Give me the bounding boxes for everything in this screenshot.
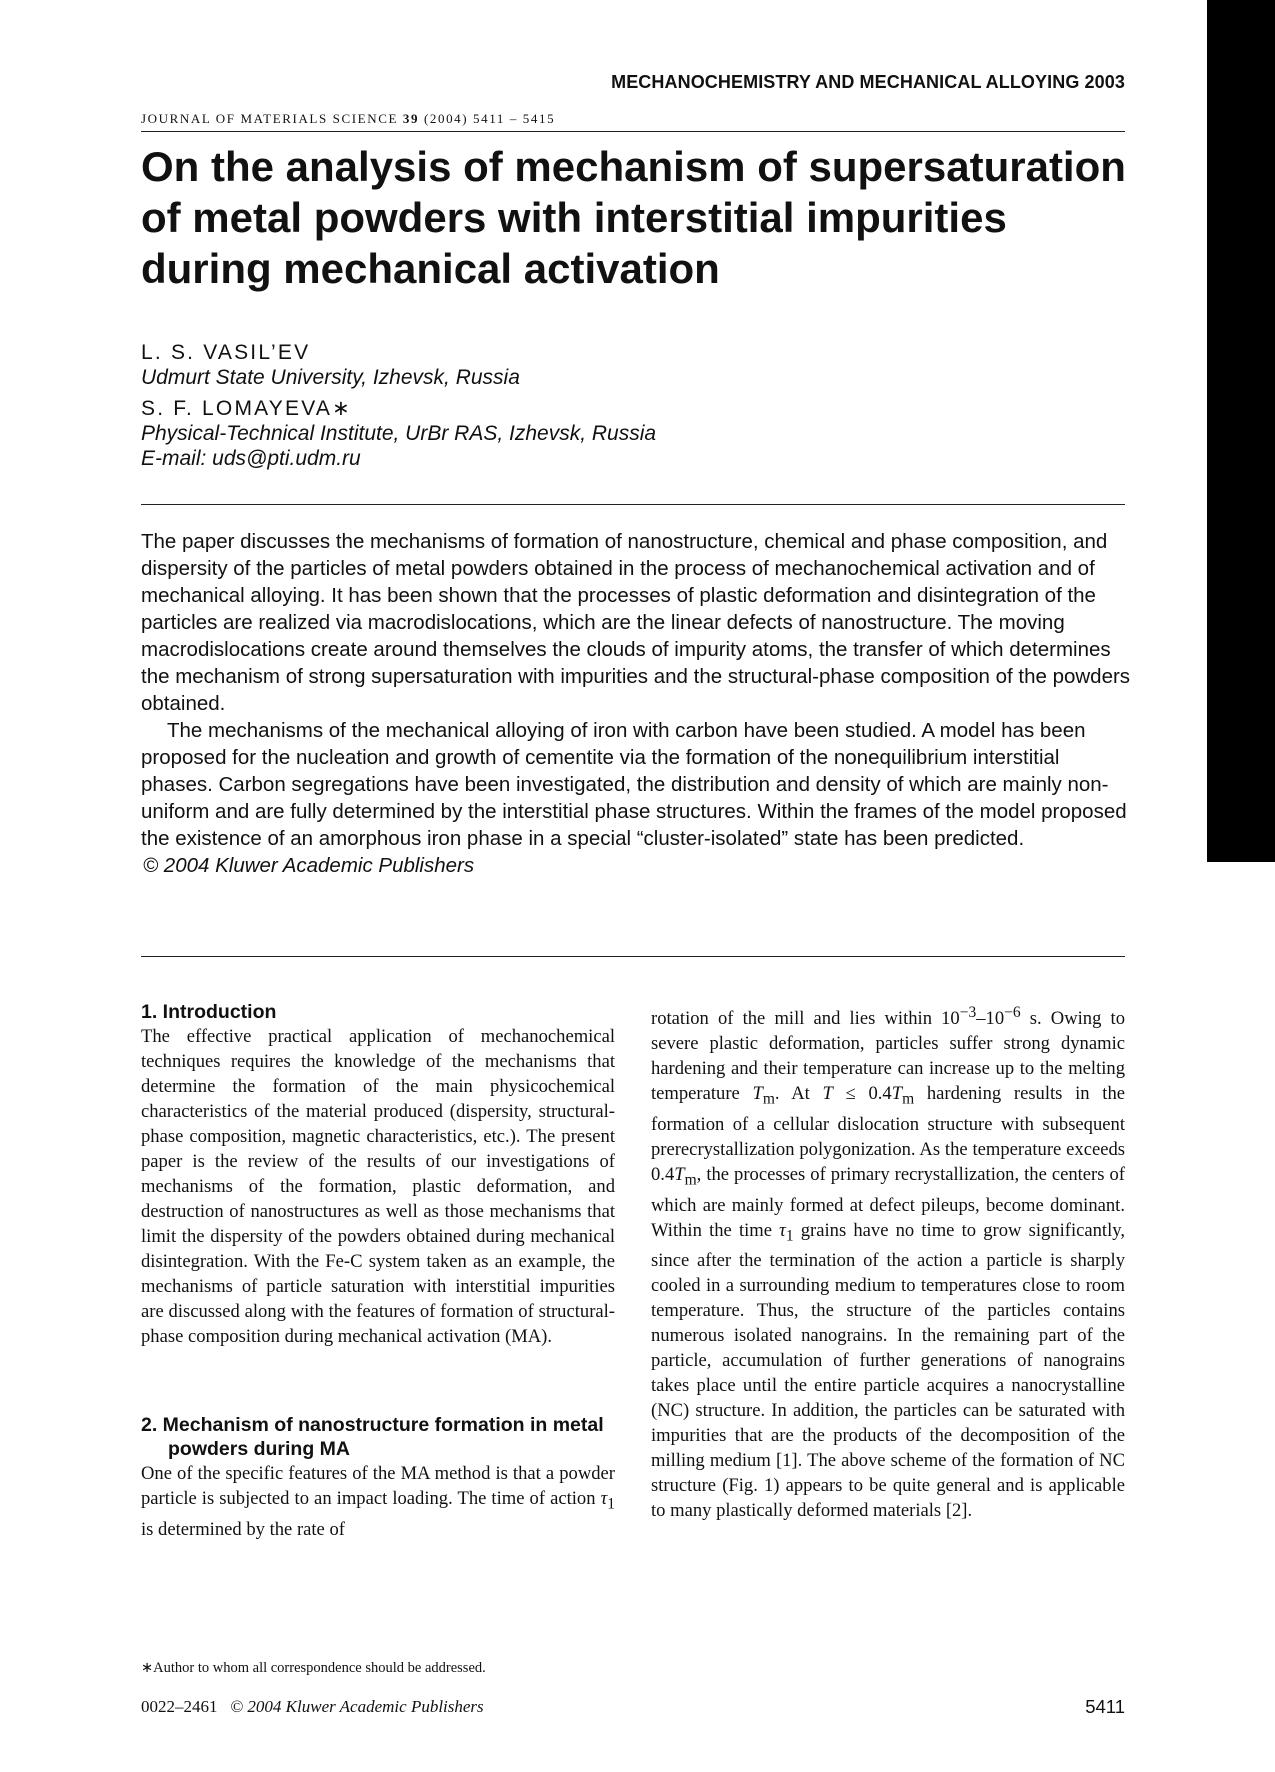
journal-volume: 39 bbox=[402, 111, 420, 126]
author-affiliation: Udmurt State University, Izhevsk, Russia bbox=[141, 366, 520, 389]
introduction-text: The effective practical application of mechanochemical techniques requires the knowledge of the mechanisms that determine the formation of the main physicochemical characteristics of the material produced (dispersity, structural-phase composition, magnetic characteristics, etc.). The present paper is the review of the results of our investigations of mechanisms of the formation, plastic deformation, and destruction of nanostructures as well as those mechanisms that limit the dispersity of the powders obtained during mechanical disintegration. With the Fe-C system taken as an example, the mechanisms of particle saturation with interstitial impurities are discussed along with the features of formation of structural-phase composition during mechanical activation (MA). bbox=[141, 1026, 615, 1347]
scan-edge-bar bbox=[1207, 0, 1275, 862]
paper-title: On the analysis of mechanism of supersaturation of metal powders with interstitial impurities during mechanical activation bbox=[141, 143, 1126, 292]
section-heading-introduction: 1. Introduction bbox=[141, 1001, 277, 1023]
author-2 bbox=[141, 396, 656, 471]
header-rule bbox=[141, 131, 1125, 132]
correspondence-footnote: ∗Author to whom all correspondence should be addressed. bbox=[141, 1660, 486, 1676]
mechanism-text-start: One of the specific features of the MA method is that a powder particle is subjected to an impact loading. The time of action $\tau_1$ is determined by the rate of bbox=[141, 1463, 615, 1540]
section-heading-mechanism: 2. Mechanism of nanostructure formation in metal powders during MA bbox=[141, 1414, 604, 1460]
author-name: L. S. VASIL’EV bbox=[141, 341, 311, 364]
author-name: S. F. LOMAYEVA∗ bbox=[141, 397, 352, 420]
abstract-paragraph-2: The mechanisms of the mechanical alloying of iron with carbon have been studied. A model has been proposed for the nucleation and growth of cementite via the formation of the nonequilibrium interstitial phases. Carbon segregations have been investigated, the distribution and density of which are mainly non-uniform and are fully determined by the interstitial phase structures. Within the frames of the model proposed the existence of an amorphous iron phase in a special “cluster-isolated” state has been predicted. bbox=[141, 719, 1127, 850]
abstract-bottom-rule bbox=[141, 956, 1125, 957]
author-email: E-mail: uds@pti.udm.ru bbox=[141, 447, 361, 470]
left-column bbox=[141, 1000, 615, 1542]
author-list bbox=[141, 340, 656, 471]
right-column bbox=[651, 1000, 1125, 1523]
abstract-copyright: © 2004 Kluwer Academic Publishers bbox=[143, 854, 475, 877]
journal-name: JOURNAL OF MATERIALS SCIENCE bbox=[141, 111, 399, 126]
author-affiliation: Physical-Technical Institute, UrBr RAS, Izhevsk, Russia bbox=[141, 422, 657, 445]
journal-year-pages: (2004) 5411 – 5415 bbox=[423, 111, 556, 126]
mechanism-text-continued: rotation of the mill and lies within $10^{-3}-10^{-6}$ s. Owing to severe plastic deformation, particles suffer strong dynamic hardening and their temperature can increase up to the melting temperature $T_m$. At $T \le 0.4T_m$ hardening results in the formation of a cellular dislocation structure with subsequent prerecrystallization polygonization. As the temperature exceeds $0.4T_m$, the processes of primary recrystallization, the centers of which are mainly formed at defect pileups, become dominant. Within the time $\tau_1$ grains have no time to grow significantly, since after the termination of the action a particle is sharply cooled in a surrounding medium to temperatures close to room temperature. Thus, the structure of the particles contains numerous isolated nanograins. In the remaining part of the particle, accumulation of further generations of nanograins takes place until the entire particle acquires a nanocrystalline (NC) structure. In addition, the particles can be saturated with impurities that are the products of the decomposition of the milling medium [1]. The above scheme of the formation of NC structure (Fig. 1) appears to be quite general and is applicable to many plastically deformed materials [2]. bbox=[651, 1004, 1125, 1522]
abstract-paragraph-1: The paper discusses the mechanisms of formation of nanostructure, chemical and phase composition, and dispersity of the particles of metal powders obtained in the process of mechanochemical activation and of mechanical alloying. It has been shown that the processes of plastic deformation and disintegration of the particles are realized via macrodislocations, which are the linear defects of nanostructure. The moving macrodislocations create around themselves the clouds of impurity atoms, the transfer of which determines the mechanism of strong supersaturation with impurities and the structural-phase composition of the powders obtained. bbox=[141, 530, 1131, 715]
footer-issn: 0022–2461 bbox=[141, 1697, 218, 1716]
footer-copyright: © 2004 Kluwer Academic Publishers bbox=[230, 1697, 484, 1716]
footer-issn-copyright bbox=[141, 1697, 484, 1717]
author-1 bbox=[141, 340, 656, 390]
page-number: 5411 bbox=[1085, 1696, 1125, 1717]
abstract bbox=[141, 528, 1131, 879]
abstract-top-rule bbox=[141, 504, 1125, 505]
series-header: MECHANOCHEMISTRY AND MECHANICAL ALLOYING 2003 bbox=[611, 72, 1125, 92]
journal-citation bbox=[141, 111, 555, 127]
